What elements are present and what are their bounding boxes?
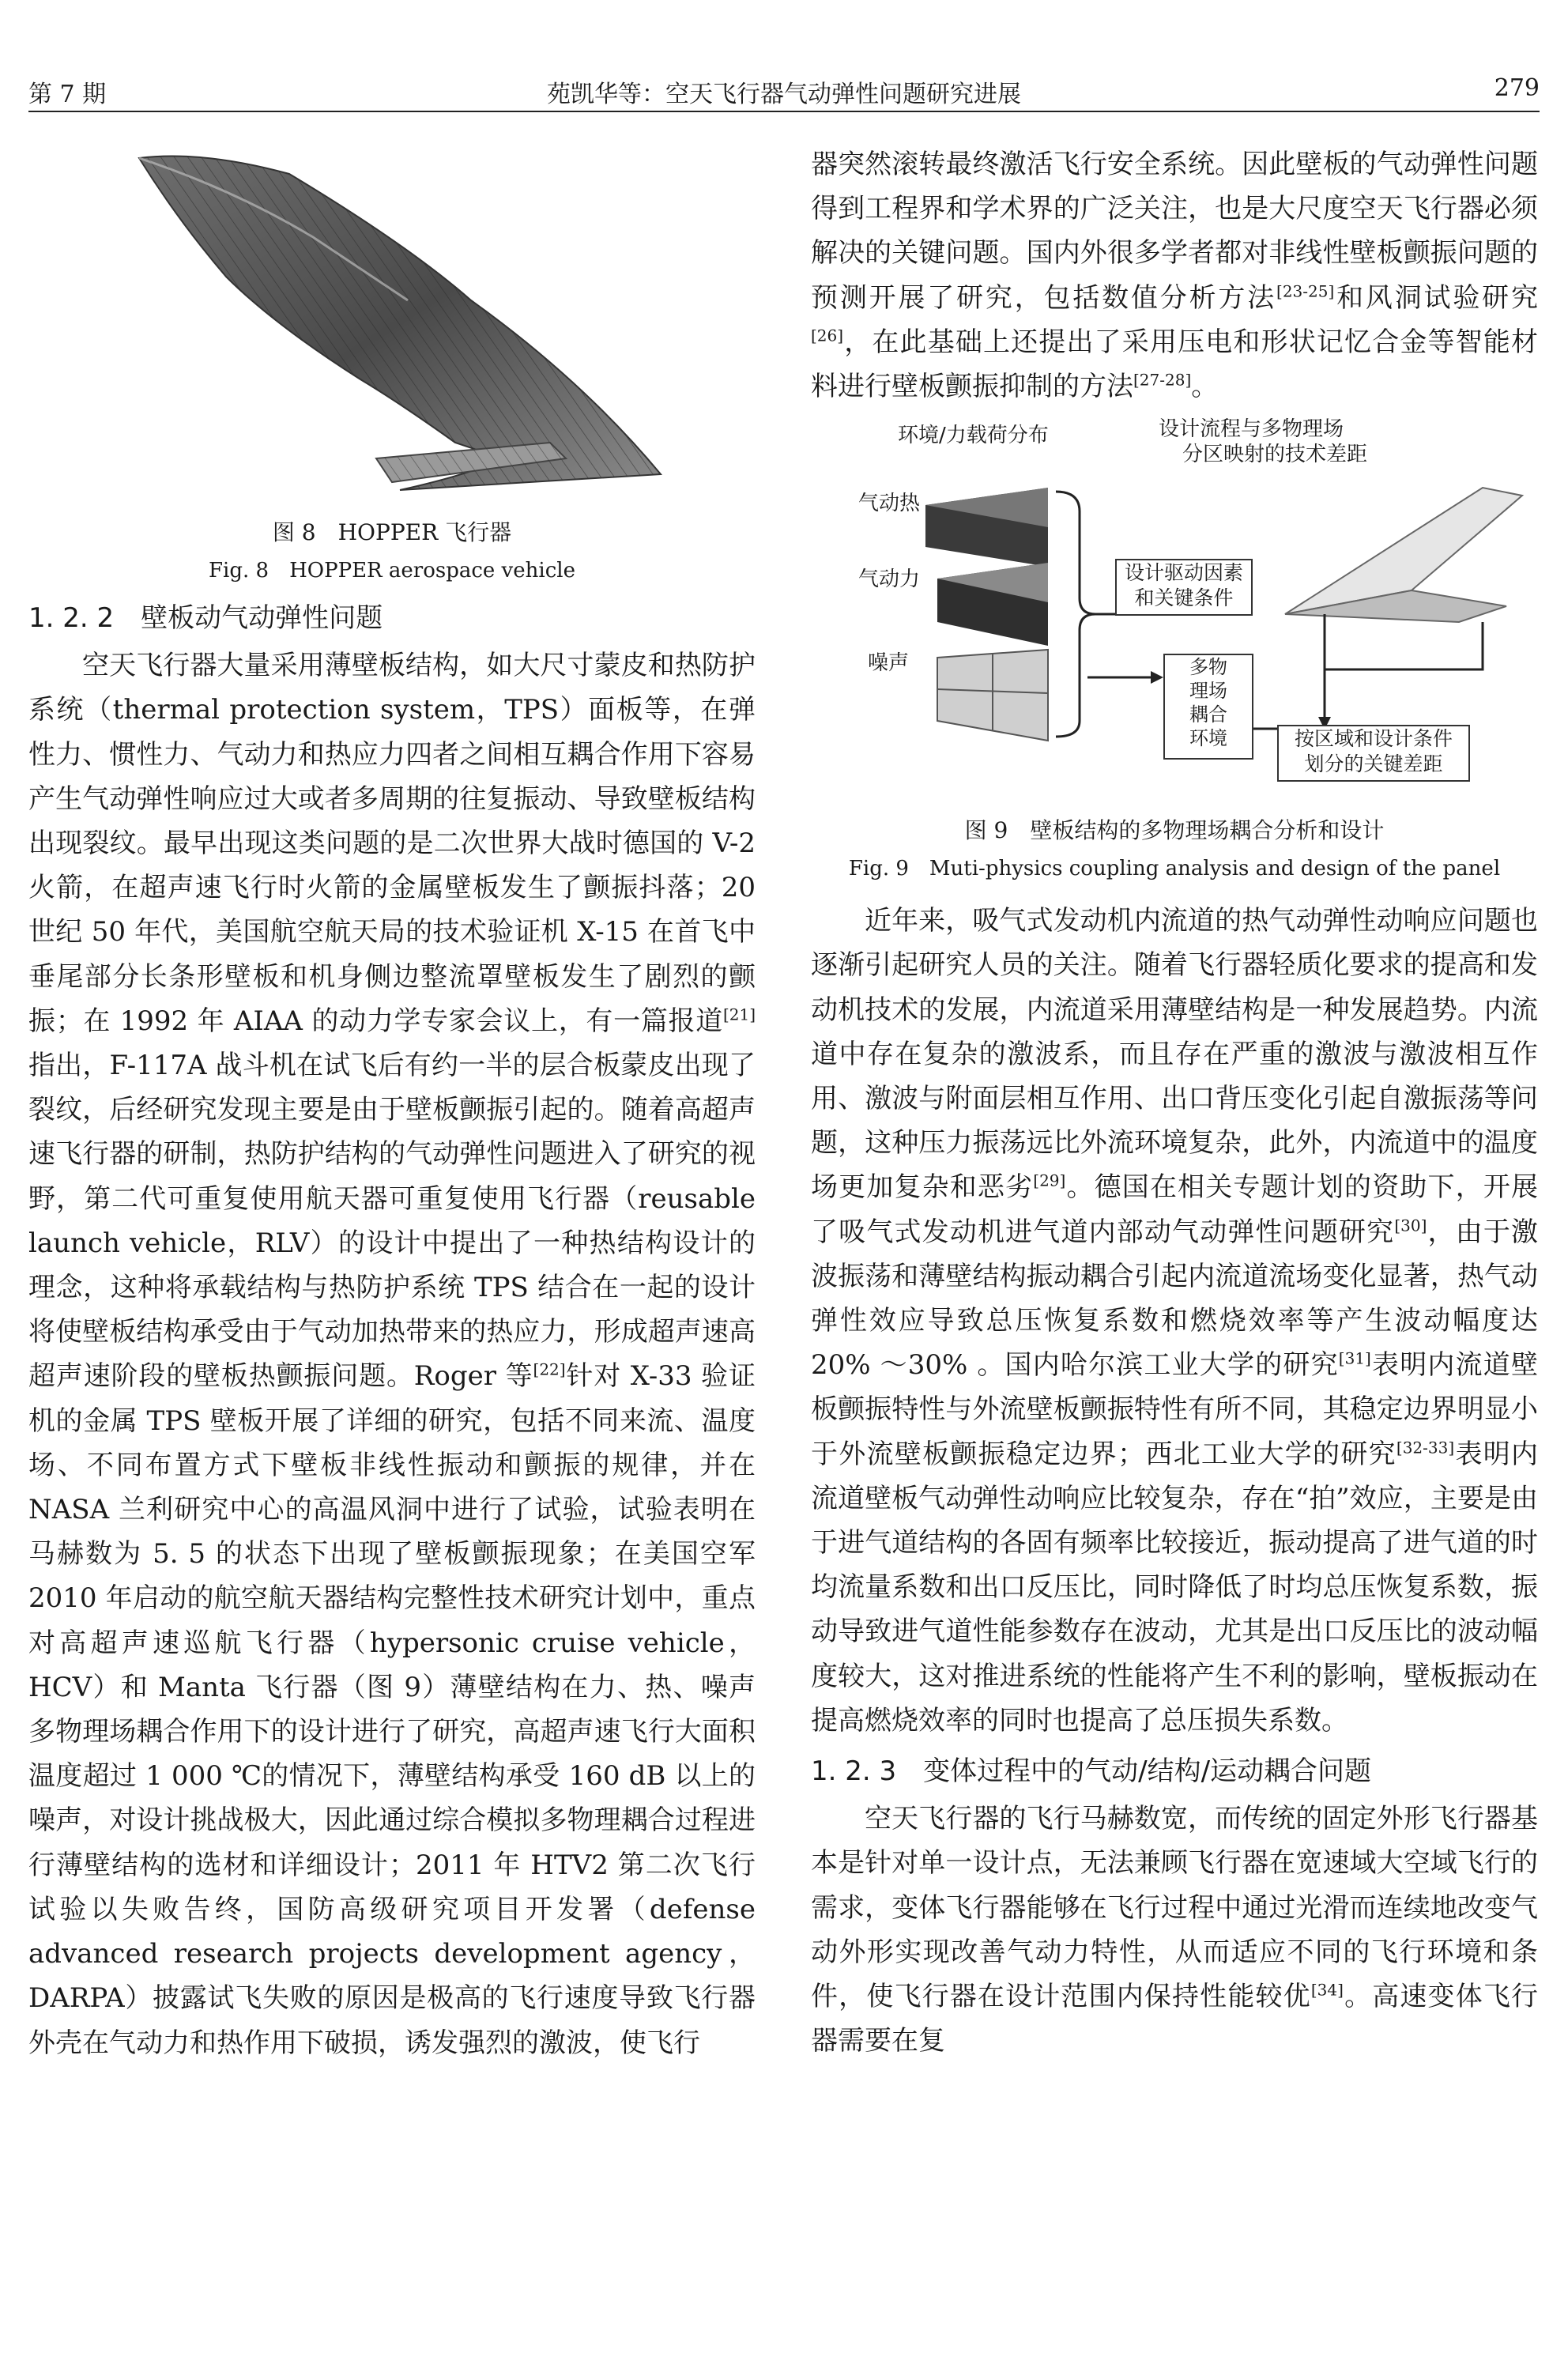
citation: [30] [1394, 1216, 1427, 1235]
figure-9-caption-en: Fig. 9 Muti-physics coupling analysis and design of the panel [848, 857, 1501, 881]
fig9-label-noise: 噪声 [868, 651, 910, 676]
fig9-box-drivers: 设计驱动因素 和关键条件 [1115, 559, 1253, 616]
section-heading-1-2-2: 1. 2. 2 壁板动气动弹性问题 [28, 602, 383, 634]
page-number: 279 [1494, 74, 1540, 102]
left-column [28, 142, 756, 2065]
running-header [28, 35, 1540, 108]
fig9-label-design-flow: 设计流程与多物理场 [1159, 417, 1344, 442]
fig9-box-environment: 多物 理场 耦合 环境 [1163, 654, 1253, 760]
running-title: 苑凯华等：空天飞行器气动弹性问题研究进展 [547, 81, 1021, 108]
fig9-label-aero: 气动力 [858, 567, 921, 592]
hopper-vehicle-image [28, 142, 756, 514]
figure-8 [28, 142, 756, 514]
fig9-label-thermal: 气动热 [858, 492, 921, 516]
body-paragraph: 器突然滚转最终激活飞行安全系统。因此壁板的气动弹性问题得到工程界和学术界的广泛关注，也是大尺度空天飞行器必须解决的关键问题。国内外很多学者都对非线性壁板颤振问题的预测开展了研究，包括数值分析方法[23-25]和风洞试验研究[26]，在此基础上还提出了采用压电和形状记忆合金等智能材料进行壁板颤振抑制的方法[27-28]。 [811, 149, 1538, 403]
body-paragraph: 空天飞行器的飞行马赫数宽，而传统的固定外形飞行器基本是针对单一设计点，无法兼顾飞行器在宽速域大空域飞行的需求，变体飞行器能够在飞行过程中通过光滑而连续地改变气动外形实现改善气动力特性，从而适应不同的飞行环境和条件，使飞行器在设计范围内保持性能较优[34]。高速变体飞行器需要在复 [811, 1803, 1539, 2057]
figure-9 [811, 417, 1538, 812]
citation: [22] [533, 1360, 566, 1380]
fig9-label-environment: 环境/力载荷分布 [898, 424, 1049, 448]
right-column [811, 142, 1538, 2064]
fig9-label-tech-gap: 分区映射的技术差距 [1182, 443, 1368, 467]
fig9-box-gap: 按区域和设计条件 划分的关键差距 [1277, 725, 1470, 782]
header-rule [28, 111, 1540, 112]
figure-8-caption-en: Fig. 8 HOPPER aerospace vehicle [209, 559, 575, 583]
citation: [29] [1033, 1171, 1066, 1191]
figure-8-caption-cn: 图 8 HOPPER 飞行器 [272, 519, 512, 545]
citation: [31] [1338, 1348, 1371, 1368]
issue-number: 第 7 期 [28, 81, 107, 108]
citation: [34] [1310, 1980, 1344, 2000]
body-paragraph: 空天飞行器大量采用薄壁板结构，如大尺寸蒙皮和热防护系统（thermal protection system，TPS）面板等，在弹性力、惯性力、气动力和热应力四者之间相互耦合作用下容易产生气动弹性响应过大或者多周期的往复振动、导致壁板结构出现裂纹。最早出现这类问题的是二次世界大战时德国的 V-2 火箭，在超声速飞行时火箭的金属壁板发生了颤振抖落；20 世纪 50 年代，美国航空航天局的技术验证机 X-15 在首飞中垂尾部分长条形壁板和机身侧边整流罩壁板发生了剧烈的颤振；在 1992 年 AIAA 的动力学专家会议上，有一篇报道[21]指出，F-117A 战斗机在试飞后有约一半的层合板蒙皮出现了裂纹，后经研究发现主要是由于壁板颤振引起的。随着高超声速飞行器的研制，热防护结构的气动弹性问题进入了研究的视野，第二代可重复使用航天器可重复使用飞行器（reusable launch vehicle，RLV）的设计中提出了一种热结构设计的理念，这种将承载结构与热防护系统 TPS 结合在一起的设计将使壁板结构承受由于气动加热带来的热应力，形成超声速高超声速阶段的壁板热颤振问题。Roger 等[22]针对 X-33 验证机的金属 TPS 壁板开展了详细的研究，包括不同来流、温度场、不同布置方式下壁板非线性振动和颤振的规律，并在 NASA 兰利研究中心的高温风洞中进行了试验，试验表明在马赫数为 5. 5 的状态下出现了壁板颤振现象；在美国空军 2010 年启动的航空航天器结构完整性技术研究计划中，重点对高超声速巡航飞行器（hypersonic cruise vehicle，HCV）和 Manta 飞行器（图 9）薄壁结构在力、热、噪声多物理场耦合作用下的设计进行了研究，高超声速飞行大面积温度超过 1 000 ℃的情况下，薄壁结构承受 160 dB 以上的噪声，对设计挑战极大，因此通过综合模拟多物理耦合过程进行薄壁结构的选材和详细设计；2011 年 HTV2 第二次飞行试验以失败告终，国防高级研究项目开发署（defense advanced research projects development agency，DARPA）披露试飞失败的原因是极高的飞行速度导致飞行器外壳在气动力和热作用下破损，诱发强烈的激波，使飞行 [28, 650, 756, 2059]
citation: [32-33] [1396, 1438, 1455, 1457]
citation: [23-25] [1276, 281, 1335, 301]
body-paragraph: 近年来，吸气式发动机内流道的热气动弹性动响应问题也逐渐引起研究人员的关注。随着飞行器轻质化要求的提高和发动机技术的发展，内流道采用薄壁结构是一种发展趋势。内流道中存在复杂的激波系，而且存在严重的激波与激波相互作用、激波与附面层相互作用、出口背压变化引起自激振荡等问题，这种压力振荡远比外流环境复杂，此外，内流道中的温度场更加复杂和恶劣[29]。德国在相关专题计划的资助下，开展了吸气式发动机进气道内部动气动弹性问题研究[30]，由于激波振荡和薄壁结构振动耦合引起内流道流场变化显著，热气动弹性效应导致总压恢复系数和燃烧效率等产生波动幅度达 20% ～30% 。国内哈尔滨工业大学的研究[31]表明内流道壁板颤振特性与外流壁板颤振特性有所不同，其稳定边界明显小于外流壁板颤振稳定边界；西北工业大学的研究[32-33]表明内流道壁板气动弹性动响应比较复杂，存在“拍”效应，主要是由于进气道结构的各固有频率比较接近，振动提高了进气道的时均流量系数和出口反压比，同时降低了时均总压恢复系数，振动导致进气道性能参数存在波动，尤其是出口反压比的波动幅度较大，这对推进系统的性能将产生不利的影响，壁板振动在提高燃烧效率的同时也提高了总压损失系数。 [811, 905, 1539, 1736]
section-heading-1-2-3: 1. 2. 3 变体过程中的气动/结构/运动耦合问题 [811, 1755, 1372, 1788]
citation: [27-28] [1133, 370, 1192, 390]
citation: [21] [722, 1005, 756, 1024]
citation: [26] [811, 326, 844, 345]
figure-9-caption-cn: 图 9 壁板结构的多物理场耦合分析和设计 [964, 817, 1385, 844]
